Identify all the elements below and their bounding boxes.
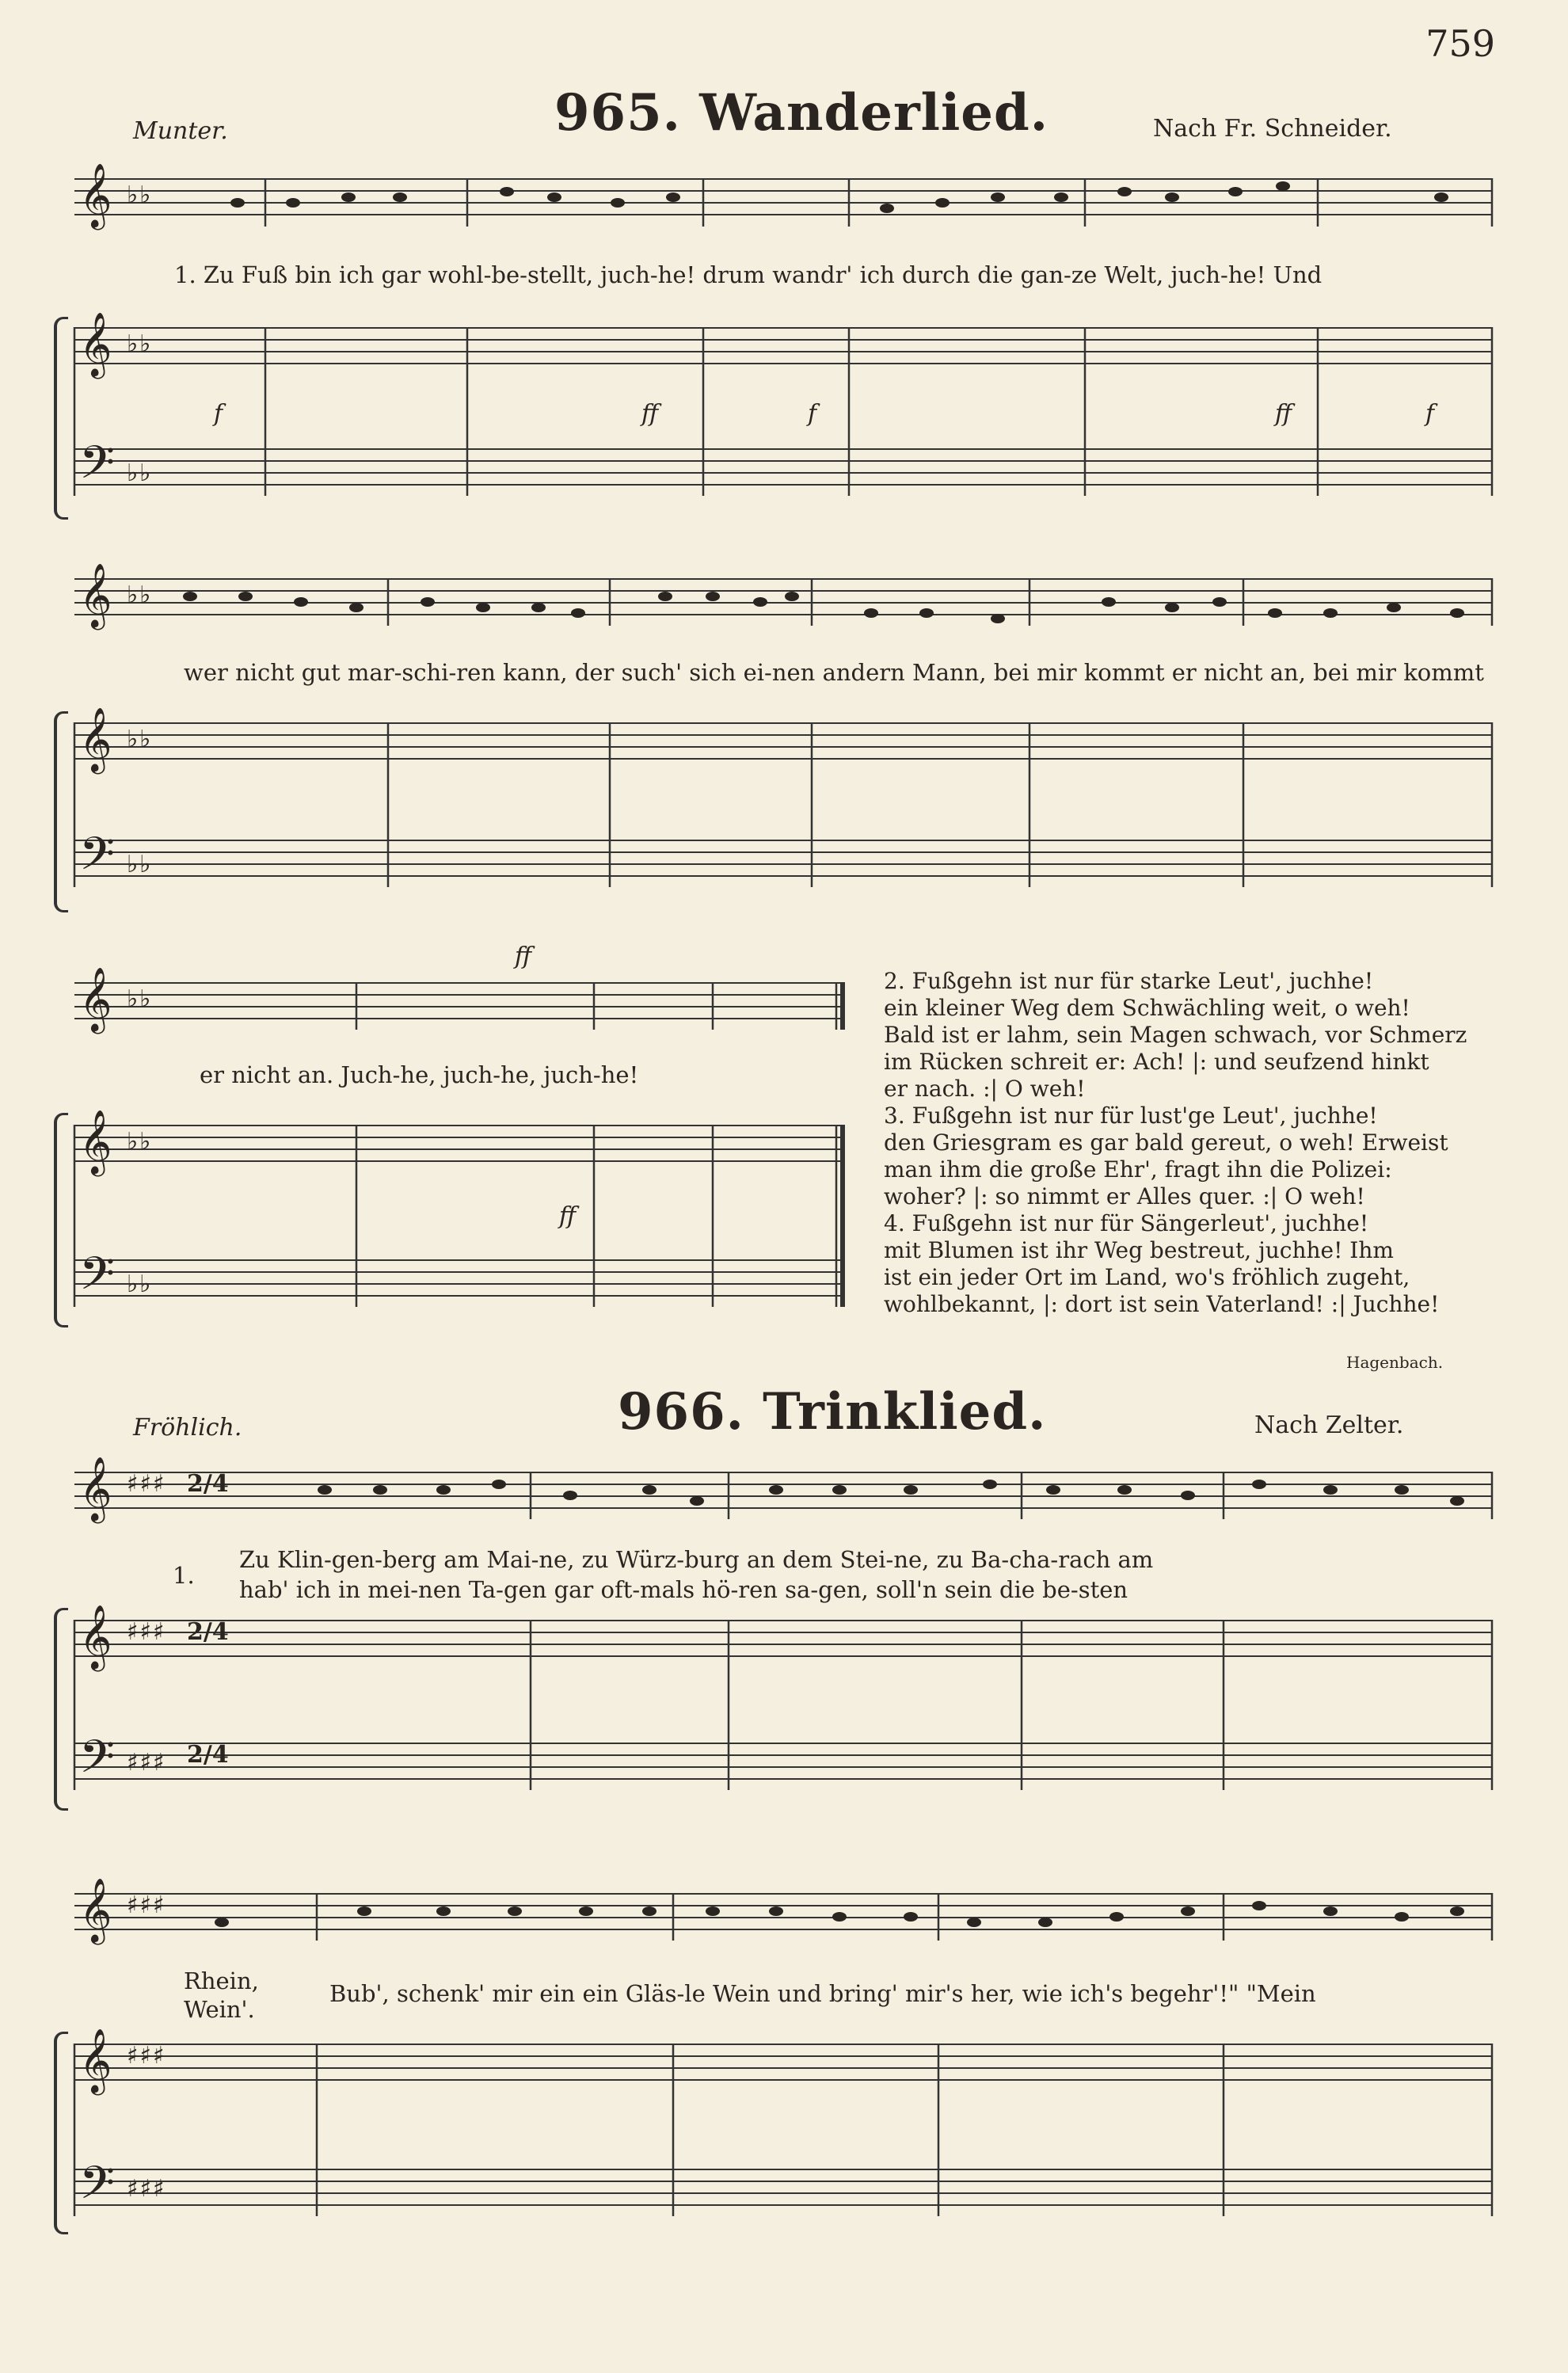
treble-clef-icon: 𝄞 xyxy=(79,966,112,1031)
verse-line: 2. Fußgehn ist nur für starke Leut', juchhe! xyxy=(884,968,1374,994)
verse-number: 1. xyxy=(173,1562,195,1589)
key-signature: ♭♭ xyxy=(127,181,153,209)
key-signature: ♭♭ xyxy=(127,851,153,878)
key-signature: ♭♭ xyxy=(127,726,153,753)
tempo-marking: Fröhlich. xyxy=(133,1414,242,1442)
composer-credit: Nach Zelter. xyxy=(1254,1411,1404,1439)
verse-line: er nach. :| O weh! xyxy=(884,1076,1086,1102)
composer-credit: Nach Fr. Schneider. xyxy=(1153,115,1392,143)
bass-clef-icon: 𝄢 xyxy=(79,1730,116,1795)
page-number: 759 xyxy=(1425,22,1495,65)
verse-line: Bald ist er lahm, sein Magen schwach, vor Schmerz xyxy=(884,1022,1467,1048)
treble-clef-icon: 𝄞 xyxy=(79,1109,112,1174)
time-signature: 2/4 xyxy=(187,1741,229,1769)
treble-clef-icon: 𝄞 xyxy=(79,562,112,627)
treble-clef-icon: 𝄞 xyxy=(79,2028,112,2093)
lyric-line: hab' ich in mei-nen Ta-gen gar oft-mals hö-ren sa-gen, soll'n sein die be-sten xyxy=(239,1576,1128,1603)
lyric-line: Rhein, xyxy=(184,1967,259,1994)
dynamic-marking: ff xyxy=(559,1202,577,1230)
bass-clef-icon: 𝄢 xyxy=(79,1247,116,1312)
verse-line: man ihm die große Ehr', fragt ihn die Polizei: xyxy=(884,1156,1392,1183)
key-signature: ♭♭ xyxy=(127,1270,153,1298)
song-name: Trinklied. xyxy=(763,1382,1047,1442)
dynamic-marking: f xyxy=(1425,400,1435,428)
tempo-marking: Munter. xyxy=(133,117,228,145)
lyric-line: Bub', schenk' mir ein ein Gläs-le Wein und bring' mir's her, wie ich's begehr'!" "Mein xyxy=(329,1980,1316,2007)
key-signature: ♭♭ xyxy=(127,459,153,487)
time-signature: 2/4 xyxy=(187,1618,229,1646)
key-signature: ♯♯♯ xyxy=(127,1470,166,1498)
dynamic-marking: f xyxy=(214,400,223,428)
key-signature: ♯♯♯ xyxy=(127,2042,166,2070)
lyric-line: Zu Klin-gen-berg am Mai-ne, zu Würz-burg an dem Stei-ne, zu Ba-cha-rach am xyxy=(239,1546,1154,1573)
key-signature: ♭♭ xyxy=(127,581,153,609)
verse-line: mit Blumen ist ihr Weg bestreut, juchhe! Ihm xyxy=(884,1237,1394,1263)
dynamic-marking: ff xyxy=(641,400,659,428)
dynamic-marking: ff xyxy=(1275,400,1292,428)
treble-clef-icon: 𝄞 xyxy=(79,1877,112,1942)
bass-clef-icon: 𝄢 xyxy=(79,2156,116,2221)
key-signature: ♭♭ xyxy=(127,1128,153,1156)
song-number: 965. xyxy=(554,83,681,143)
lyric-line: wer nicht gut mar-schi-ren kann, der such' sich ei-nen andern Mann, bei mir kommt er nicht an, bei mir kommt xyxy=(184,659,1484,686)
treble-clef-icon: 𝄞 xyxy=(79,1456,112,1521)
verse-line: 4. Fußgehn ist nur für Sängerleut', juchhe! xyxy=(884,1210,1369,1236)
key-signature: ♭♭ xyxy=(127,985,153,1013)
treble-clef-icon: 𝄞 xyxy=(79,707,112,771)
key-signature: ♯♯♯ xyxy=(127,1891,166,1919)
verse-line: ein kleiner Weg dem Schwächling weit, o weh! xyxy=(884,995,1410,1021)
verse-line: ist ein jeder Ort im Land, wo's fröhlich zugeht, xyxy=(884,1264,1410,1290)
key-signature: ♯♯♯ xyxy=(127,1618,166,1646)
treble-clef-icon: 𝄞 xyxy=(79,162,112,227)
verse-line: den Griesgram es gar bald gereut, o weh! Erweist xyxy=(884,1129,1448,1156)
verse-line: 3. Fußgehn ist nur für lust'ge Leut', juchhe! xyxy=(884,1103,1378,1129)
lyric-line: Wein'. xyxy=(184,1996,255,2023)
key-signature: ♭♭ xyxy=(127,330,153,358)
song-number: 966. xyxy=(618,1382,744,1442)
treble-clef-icon: 𝄞 xyxy=(79,311,112,376)
dynamic-marking: ff xyxy=(515,943,532,970)
time-signature: 2/4 xyxy=(187,1470,229,1498)
key-signature: ♯♯♯ xyxy=(127,2175,166,2203)
bass-clef-icon: 𝄢 xyxy=(79,436,116,501)
verse-author: Hagenbach. xyxy=(1346,1353,1444,1372)
lyric-line: 1. Zu Fuß bin ich gar wohl-be-stellt, juch-he! drum wandr' ich durch die gan-ze Welt, juch-he! Und xyxy=(174,261,1323,288)
dynamic-marking: f xyxy=(808,400,817,428)
bass-clef-icon: 𝄢 xyxy=(79,827,116,892)
treble-clef-icon: 𝄞 xyxy=(79,1604,112,1669)
lyric-line: er nicht an. Juch-he, juch-he, juch-he! xyxy=(200,1061,639,1088)
verse-line: im Rücken schreit er: Ach! |: und seufzend hinkt xyxy=(884,1049,1429,1075)
song-name: Wanderlied. xyxy=(699,83,1049,143)
key-signature: ♯♯♯ xyxy=(127,1749,166,1777)
verse-line: wohlbekannt, |: dort ist sein Vaterland! :| Juchhe! xyxy=(884,1291,1440,1317)
verse-line: woher? |: so nimmt er Alles quer. :| O weh! xyxy=(884,1183,1365,1209)
